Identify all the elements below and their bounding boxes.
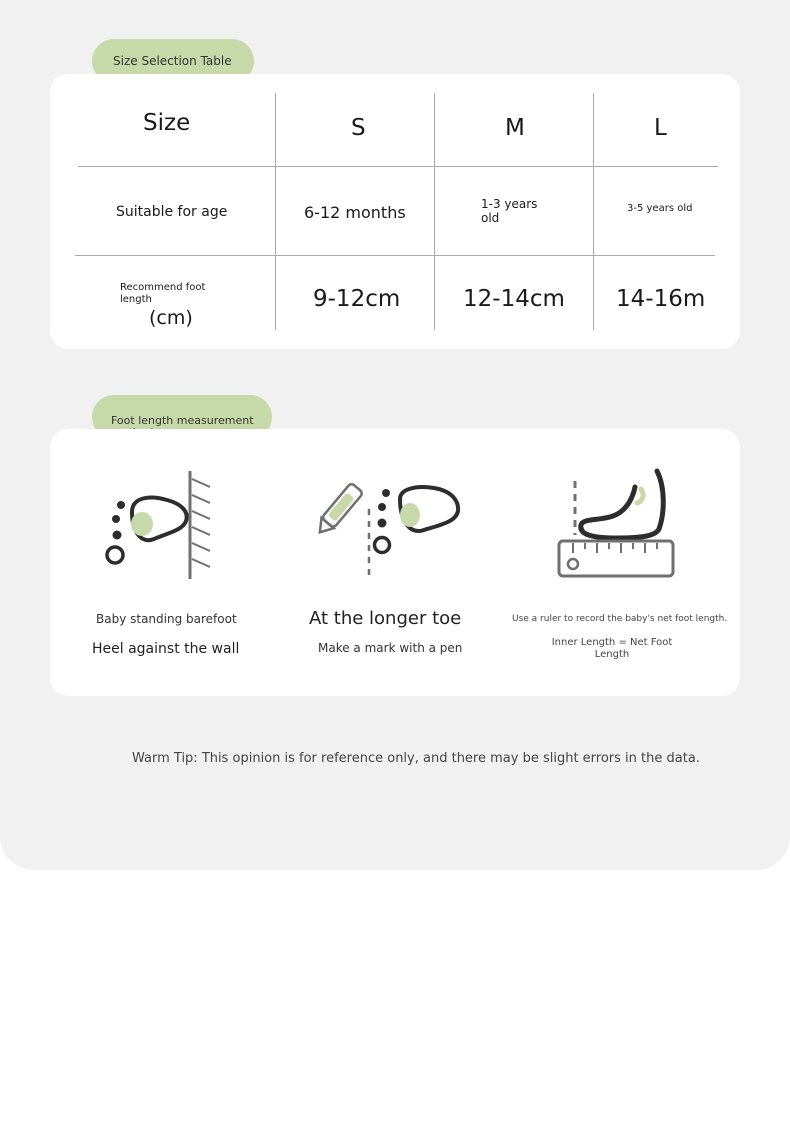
table-divider bbox=[78, 166, 718, 167]
table-divider bbox=[275, 93, 276, 330]
foot-l-value: 14-16m bbox=[616, 286, 706, 312]
step3-caption-line1: Use a ruler to record the baby's net foot length. bbox=[512, 614, 728, 624]
foot-row-label-line1: Recommend foot bbox=[120, 282, 206, 293]
measurement-method-card bbox=[50, 429, 740, 696]
foot-s-value: 9-12cm bbox=[313, 286, 401, 312]
step1-caption-line2: Heel against the wall bbox=[92, 641, 240, 657]
measurement-method-tab-label: Foot length measurement bbox=[111, 414, 254, 427]
table-divider bbox=[75, 255, 715, 256]
age-l-value: 3-5 years old bbox=[627, 203, 693, 214]
foot-row-label-line2: length bbox=[120, 294, 152, 305]
step3-caption-line2: Inner Length = Net Foot Length bbox=[551, 637, 673, 660]
warm-tip-text: Warm Tip: This opinion is for reference only, and there may be slight errors in the data. bbox=[132, 751, 700, 766]
step1-caption-line1: Baby standing barefoot bbox=[96, 612, 237, 626]
size-l-label: L bbox=[654, 115, 667, 141]
foot-against-wall-icon bbox=[102, 467, 222, 582]
age-m-value: 1-3 years old bbox=[481, 197, 538, 225]
size-header-label: Size bbox=[143, 110, 191, 136]
size-s-label: S bbox=[351, 115, 366, 141]
age-row-label: Suitable for age bbox=[116, 204, 228, 220]
foot-on-ruler-icon bbox=[555, 467, 680, 582]
foot-m-value: 12-14cm bbox=[463, 286, 565, 312]
step2-caption-line1: At the longer toe bbox=[309, 608, 462, 629]
pen-marking-toe-icon bbox=[312, 479, 472, 579]
size-table-card bbox=[50, 74, 740, 349]
size-selection-tab-label: Size Selection Table bbox=[113, 54, 232, 68]
table-divider bbox=[593, 93, 594, 330]
age-s-value: 6-12 months bbox=[304, 203, 406, 222]
step2-caption-line2: Make a mark with a pen bbox=[318, 641, 463, 655]
table-divider bbox=[434, 93, 435, 330]
size-m-label: M bbox=[505, 115, 525, 141]
foot-row-unit: (cm) bbox=[149, 307, 193, 329]
